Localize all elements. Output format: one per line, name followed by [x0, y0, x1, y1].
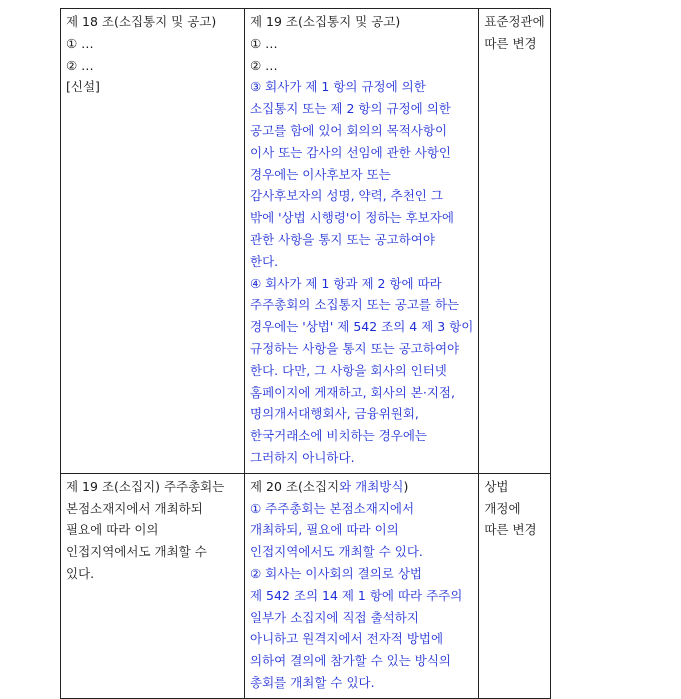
old-line: 제 19 조(소집지) 주주총회는 [66, 478, 225, 494]
new-line-added: 한다. 다만, 그 사항을 회사의 인터넷 [250, 362, 447, 378]
new-article-cell [245, 473, 479, 698]
table-row [61, 473, 551, 698]
title-text: 제 20 조(소집지 [250, 478, 340, 494]
old-article-cell [61, 9, 245, 474]
new-line: ② … [250, 57, 278, 73]
note-line: 표준정관에 [484, 14, 545, 29]
new-line-added: 감사후보자의 성명, 약력, 추천인 그 [250, 188, 443, 204]
new-line-added: 소집통지 또는 제 2 항의 규정에 의한 [250, 101, 451, 117]
new-line-added: 공고를 함에 있어 회의의 목적사항이 [250, 122, 448, 138]
new-article-title [250, 476, 473, 498]
note-line: 따른 변경 [484, 522, 537, 538]
old-line: 제 18 조(소집통지 및 공고) [66, 14, 217, 29]
new-line-added: 주주총회의 소집통지 또는 공고를 하는 [250, 297, 460, 313]
new-line-added: ④ 회사가 제 1 항과 제 2 항에 따라 [250, 275, 442, 291]
new-line-added: 경우에는 이사후보자 또는 [250, 166, 391, 182]
note-line: 개정에 [484, 500, 521, 516]
old-line: 있다. [66, 565, 95, 581]
new-line-added: 한다. [250, 253, 279, 269]
new-line-added: 명의개서대행회사, 금융위원회, [250, 406, 419, 422]
new-line-added: 한국거래소에 비치하는 경우에는 [250, 428, 427, 444]
title-added-text: 와 개최방식 [339, 478, 404, 494]
old-line: 본점소재지에서 개최하되 [66, 500, 203, 516]
old-line: ① … [66, 35, 94, 51]
note-line: 따른 변경 [484, 35, 537, 51]
title-close: ) [403, 478, 409, 494]
old-line: [신설] [66, 79, 100, 95]
new-line-added: ② 회사는 이사회의 결의로 상법 [250, 565, 423, 581]
new-article-cell [245, 9, 479, 474]
note-cell [479, 473, 550, 698]
new-line-added: 그러하지 아니하다. [250, 449, 355, 465]
table-row [61, 9, 551, 474]
new-line: ① … [250, 35, 278, 51]
new-line-added: 아니하고 원격지에서 전자적 방법에 [250, 631, 444, 647]
new-line-added: 제 542 조의 14 제 1 항에 따라 주주의 [250, 587, 463, 603]
old-line: 인접지역에서도 개최할 수 [66, 544, 207, 560]
note-line: 상법 [484, 478, 509, 494]
new-line-added: 규정하는 사항을 통지 또는 공고하여야 [250, 340, 460, 356]
new-line-added: ③ 회사가 제 1 항의 규정에 의한 [250, 79, 426, 95]
new-line-added: 관한 사항을 통지 또는 공고하여야 [250, 231, 435, 247]
new-line-added: ① 주주총회는 본점소재지에서 [250, 500, 415, 516]
new-line-added: 의하여 결의에 참가할 수 있는 방식의 [250, 653, 451, 669]
new-line-added: 개최하되, 필요에 따라 이의 [250, 522, 399, 538]
old-line: 필요에 따라 이의 [66, 522, 159, 538]
new-line-added: 총회를 개최할 수 있다. [250, 674, 375, 690]
new-line-added: 이사 또는 감사의 선임에 관한 사항인 [250, 144, 451, 160]
note-cell [479, 9, 550, 474]
new-line-added: 홈페이지에 게재하고, 회사의 본·지점, [250, 384, 455, 400]
new-line-added: 인접지역에서도 개최할 수 있다. [250, 544, 423, 560]
new-line: 제 19 조(소집통지 및 공고) [250, 14, 401, 29]
new-line-added: 밖에 '상법 시행령'이 정하는 후보자에 [250, 210, 454, 226]
articles-comparison-table [60, 8, 551, 699]
old-article-cell [61, 473, 245, 698]
new-line-added: 일부가 소집지에 직접 출석하지 [250, 609, 419, 625]
new-line-added: 경우에는 '상법' 제 542 조의 4 제 3 항이 [250, 319, 474, 335]
old-line: ② … [66, 57, 94, 73]
